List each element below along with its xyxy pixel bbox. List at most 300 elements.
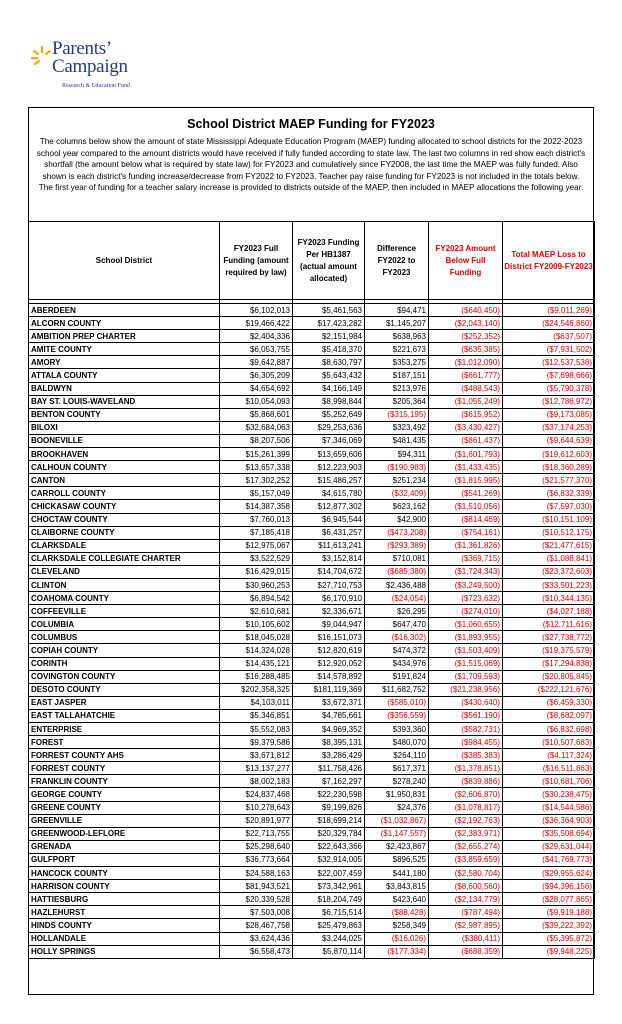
- table-row: [29, 867, 595, 880]
- table-row: [29, 932, 595, 945]
- amount-cell: ($14,544,586): [503, 801, 595, 814]
- amount-cell: ($541,269): [429, 487, 503, 500]
- district-name-cell: CHOCTAW COUNTY: [29, 513, 220, 526]
- district-name-cell: GREENE COUNTY: [29, 801, 220, 814]
- district-name-cell: HOLLY SPRINGS: [29, 945, 220, 958]
- amount-cell: $13,137,277: [220, 762, 293, 775]
- amount-cell: ($88,428): [365, 906, 429, 919]
- amount-cell: $16,429,015: [220, 565, 293, 578]
- amount-cell: ($1,378,851): [429, 762, 503, 775]
- column-header: Difference FY2022 to FY2023: [365, 222, 429, 300]
- amount-cell: $1,950,831: [365, 788, 429, 801]
- amount-cell: $6,945,544: [293, 513, 365, 526]
- district-name-cell: ATTALA COUNTY: [29, 369, 220, 382]
- amount-cell: $896,525: [365, 853, 429, 866]
- amount-cell: $441,180: [365, 867, 429, 880]
- amount-cell: ($582,731): [429, 723, 503, 736]
- amount-cell: $474,372: [365, 644, 429, 657]
- amount-cell: $18,204,749: [293, 893, 365, 906]
- amount-cell: $30,960,253: [220, 578, 293, 591]
- table-row: [29, 552, 595, 565]
- table-header-row: [29, 222, 595, 300]
- amount-cell: $423,640: [365, 893, 429, 906]
- amount-cell: ($17,294,838): [503, 657, 595, 670]
- amount-cell: $191,824: [365, 670, 429, 683]
- logo-tagline: Research & Education Fund: [62, 83, 130, 89]
- amount-cell: $2,436,488: [365, 578, 429, 591]
- amount-cell: ($814,469): [429, 513, 503, 526]
- amount-cell: ($21,577,370): [503, 474, 595, 487]
- district-name-cell: FRANKLIN COUNTY: [29, 775, 220, 788]
- amount-cell: $13,657,338: [220, 461, 293, 474]
- amount-cell: $710,081: [365, 552, 429, 565]
- district-name-cell: HARRISON COUNTY: [29, 880, 220, 893]
- amount-cell: $24,588,163: [220, 867, 293, 880]
- amount-cell: $4,103,011: [220, 696, 293, 709]
- amount-cell: $94,311: [365, 448, 429, 461]
- amount-cell: $5,346,851: [220, 709, 293, 722]
- amount-cell: $11,758,426: [293, 762, 365, 775]
- amount-cell: $15,486,257: [293, 474, 365, 487]
- table-row: [29, 526, 595, 539]
- amount-cell: ($10,681,706): [503, 775, 595, 788]
- amount-cell: $15,261,399: [220, 448, 293, 461]
- amount-cell: ($8,600,560): [429, 880, 503, 893]
- amount-cell: $434,976: [365, 657, 429, 670]
- amount-cell: $20,329,784: [293, 827, 365, 840]
- district-name-cell: CORINTH: [29, 657, 220, 670]
- amount-cell: ($640,450): [429, 304, 503, 317]
- amount-cell: ($41,769,773): [503, 853, 595, 866]
- amount-cell: ($473,208): [365, 526, 429, 539]
- amount-cell: $10,278,643: [220, 801, 293, 814]
- amount-cell: $6,170,910: [293, 592, 365, 605]
- table-row: [29, 631, 595, 644]
- table-row: [29, 487, 595, 500]
- amount-cell: $3,286,429: [293, 749, 365, 762]
- amount-cell: ($1,088,841): [503, 552, 595, 565]
- amount-cell: ($222,121,676): [503, 683, 595, 696]
- amount-cell: ($1,012,090): [429, 356, 503, 369]
- amount-cell: $14,704,672: [293, 565, 365, 578]
- district-name-cell: COVINGTON COUNTY: [29, 670, 220, 683]
- parents-campaign-logo: [30, 38, 160, 94]
- amount-cell: $647,470: [365, 618, 429, 631]
- amount-cell: $24,837,468: [220, 788, 293, 801]
- amount-cell: ($6,832,339): [503, 487, 595, 500]
- amount-cell: $10,105,602: [220, 618, 293, 631]
- table-row: [29, 683, 595, 696]
- district-name-cell: HOLLANDALE: [29, 932, 220, 945]
- amount-cell: ($29,955,624): [503, 867, 595, 880]
- district-name-cell: ABERDEEN: [29, 304, 220, 317]
- district-name-cell: ALCORN COUNTY: [29, 317, 220, 330]
- amount-cell: $29,253,636: [293, 421, 365, 434]
- amount-cell: ($688,359): [429, 945, 503, 958]
- amount-cell: ($6,832,698): [503, 723, 595, 736]
- amount-cell: ($39,222,392): [503, 919, 595, 932]
- district-name-cell: HINDS COUNTY: [29, 919, 220, 932]
- amount-cell: ($33,501,223): [503, 578, 595, 591]
- amount-cell: $9,199,826: [293, 801, 365, 814]
- table-row: [29, 762, 595, 775]
- amount-cell: $3,624,436: [220, 932, 293, 945]
- amount-cell: ($1,361,826): [429, 539, 503, 552]
- amount-cell: ($661,777): [429, 369, 503, 382]
- amount-cell: $7,346,069: [293, 434, 365, 447]
- amount-cell: $11,682,752: [365, 683, 429, 696]
- district-name-cell: GRENADA: [29, 840, 220, 853]
- amount-cell: ($18,360,289): [503, 461, 595, 474]
- table-row: [29, 670, 595, 683]
- amount-cell: $623,162: [365, 500, 429, 513]
- table-row: [29, 814, 595, 827]
- amount-cell: ($32,409): [365, 487, 429, 500]
- amount-cell: ($2,655,274): [429, 840, 503, 853]
- amount-cell: $617,371: [365, 762, 429, 775]
- district-name-cell: CLINTON: [29, 578, 220, 591]
- amount-cell: ($1,515,069): [429, 657, 503, 670]
- amount-cell: $9,642,887: [220, 356, 293, 369]
- amount-cell: ($754,161): [429, 526, 503, 539]
- amount-cell: ($35,508,694): [503, 827, 595, 840]
- amount-cell: $14,435,121: [220, 657, 293, 670]
- intro-paragraph: The columns below show the amount of state Mississippi Adequate Education Program (MAEP) funding allocated to school districts for the 2022-2023 school year compared to the amount districts would have received if fully funded according to state law. The last two columns in red show each district's shortfall (the amount below what is required by state law) for FY2023 and cumulatively since FY2008, the last time the MAEP was fully funded. Also shown is each district's funding increase/decrease from FY2022 to FY2023. Teacher pay raise funding for FY2023 is not included in the totals below. The first year of funding for a teacher salary increase is provided to districts outside of the MAEP, then included in MAEP allocations the following year.: [36, 137, 586, 193]
- amount-cell: $5,418,370: [293, 343, 365, 356]
- table-row: [29, 749, 595, 762]
- table-row: [29, 565, 595, 578]
- amount-cell: $4,654,692: [220, 382, 293, 395]
- amount-cell: ($2,383,971): [429, 827, 503, 840]
- table-row: [29, 317, 595, 330]
- table-row: [29, 709, 595, 722]
- amount-cell: ($315,195): [365, 408, 429, 421]
- amount-cell: $3,672,371: [293, 696, 365, 709]
- district-name-cell: EAST TALLAHATCHIE: [29, 709, 220, 722]
- amount-cell: $480,070: [365, 736, 429, 749]
- table-row: [29, 853, 595, 866]
- amount-cell: ($380,411): [429, 932, 503, 945]
- table-row: [29, 801, 595, 814]
- table-row: [29, 369, 595, 382]
- amount-cell: $481,435: [365, 434, 429, 447]
- amount-cell: $5,461,563: [293, 304, 365, 317]
- district-name-cell: HAZLEHURST: [29, 906, 220, 919]
- amount-cell: $18,699,214: [293, 814, 365, 827]
- amount-cell: $17,302,252: [220, 474, 293, 487]
- amount-cell: $19,466,422: [220, 317, 293, 330]
- table-row: [29, 408, 595, 421]
- amount-cell: ($1,078,817): [429, 801, 503, 814]
- table-row: [29, 696, 595, 709]
- amount-cell: ($7,698,666): [503, 369, 595, 382]
- amount-cell: $12,975,067: [220, 539, 293, 552]
- amount-cell: ($10,151,109): [503, 513, 595, 526]
- amount-cell: $323,492: [365, 421, 429, 434]
- logo-line-2: Campaign: [52, 56, 128, 77]
- amount-cell: $7,162,297: [293, 775, 365, 788]
- amount-cell: ($19,612,603): [503, 448, 595, 461]
- district-name-cell: BOONEVILLE: [29, 434, 220, 447]
- table-row: [29, 906, 595, 919]
- amount-cell: $11,613,241: [293, 539, 365, 552]
- amount-cell: $12,877,302: [293, 500, 365, 513]
- amount-cell: $6,102,013: [220, 304, 293, 317]
- amount-cell: ($9,173,085): [503, 408, 595, 421]
- district-name-cell: CLAIBORNE COUNTY: [29, 526, 220, 539]
- amount-cell: $181,119,369: [293, 683, 365, 696]
- amount-cell: ($21,238,956): [429, 683, 503, 696]
- district-name-cell: FORREST COUNTY AHS: [29, 749, 220, 762]
- amount-cell: $22,643,366: [293, 840, 365, 853]
- amount-cell: $187,151: [365, 369, 429, 382]
- amount-cell: ($2,043,140): [429, 317, 503, 330]
- table-row: [29, 448, 595, 461]
- amount-cell: $202,358,325: [220, 683, 293, 696]
- amount-cell: ($1,601,793): [429, 448, 503, 461]
- table-row: [29, 578, 595, 591]
- amount-cell: $6,305,209: [220, 369, 293, 382]
- amount-cell: ($1,893,955): [429, 631, 503, 644]
- district-name-cell: GREENVILLE: [29, 814, 220, 827]
- amount-cell: $14,387,358: [220, 500, 293, 513]
- amount-cell: ($615,952): [429, 408, 503, 421]
- table-row: [29, 605, 595, 618]
- amount-cell: $32,684,063: [220, 421, 293, 434]
- district-name-cell: BENTON COUNTY: [29, 408, 220, 421]
- amount-cell: ($2,192,763): [429, 814, 503, 827]
- amount-cell: $2,423,867: [365, 840, 429, 853]
- amount-cell: $2,610,681: [220, 605, 293, 618]
- amount-cell: $20,339,528: [220, 893, 293, 906]
- amount-cell: $264,110: [365, 749, 429, 762]
- amount-cell: $5,252,649: [293, 408, 365, 421]
- amount-cell: ($8,682,097): [503, 709, 595, 722]
- table-row: [29, 788, 595, 801]
- amount-cell: $278,240: [365, 775, 429, 788]
- amount-cell: $12,920,052: [293, 657, 365, 670]
- amount-cell: ($293,389): [365, 539, 429, 552]
- amount-cell: ($252,352): [429, 330, 503, 343]
- amount-cell: $24,376: [365, 801, 429, 814]
- amount-cell: $12,820,619: [293, 644, 365, 657]
- amount-cell: ($6,459,330): [503, 696, 595, 709]
- table-row: [29, 513, 595, 526]
- table-row: [29, 434, 595, 447]
- amount-cell: ($723,632): [429, 592, 503, 605]
- amount-cell: ($190,983): [365, 461, 429, 474]
- district-name-cell: AMORY: [29, 356, 220, 369]
- amount-cell: ($9,644,639): [503, 434, 595, 447]
- amount-cell: ($1,815,995): [429, 474, 503, 487]
- table-row: [29, 395, 595, 408]
- table-row: [29, 945, 595, 958]
- amount-cell: $251,234: [365, 474, 429, 487]
- district-name-cell: HATTIESBURG: [29, 893, 220, 906]
- amount-cell: ($839,886): [429, 775, 503, 788]
- amount-cell: $638,963: [365, 330, 429, 343]
- table-row: [29, 500, 595, 513]
- amount-cell: $213,976: [365, 382, 429, 395]
- amount-cell: $14,578,892: [293, 670, 365, 683]
- amount-cell: $7,760,013: [220, 513, 293, 526]
- amount-cell: $3,522,529: [220, 552, 293, 565]
- logo-line-1: Parents’: [52, 38, 112, 59]
- amount-cell: $22,230,598: [293, 788, 365, 801]
- amount-cell: ($861,437): [429, 434, 503, 447]
- amount-cell: $22,007,459: [293, 867, 365, 880]
- district-name-cell: BROOKHAVEN: [29, 448, 220, 461]
- table-row: [29, 474, 595, 487]
- table-row: [29, 421, 595, 434]
- table-row: [29, 919, 595, 932]
- amount-cell: $17,423,282: [293, 317, 365, 330]
- amount-cell: ($21,477,615): [503, 539, 595, 552]
- amount-cell: $8,002,183: [220, 775, 293, 788]
- amount-cell: $81,943,521: [220, 880, 293, 893]
- amount-cell: ($585,010): [365, 696, 429, 709]
- amount-cell: ($787,494): [429, 906, 503, 919]
- district-name-cell: FORREST COUNTY: [29, 762, 220, 775]
- amount-cell: $18,045,028: [220, 631, 293, 644]
- amount-cell: ($356,559): [365, 709, 429, 722]
- table-row: [29, 723, 595, 736]
- amount-cell: $36,773,664: [220, 853, 293, 866]
- amount-cell: $2,336,671: [293, 605, 365, 618]
- district-name-cell: CARROLL COUNTY: [29, 487, 220, 500]
- district-name-cell: GEORGE COUNTY: [29, 788, 220, 801]
- district-name-cell: AMITE COUNTY: [29, 343, 220, 356]
- amount-cell: $5,870,114: [293, 945, 365, 958]
- amount-cell: $2,404,336: [220, 330, 293, 343]
- amount-cell: ($4,027,188): [503, 605, 595, 618]
- amount-cell: $1,145,207: [365, 317, 429, 330]
- amount-cell: ($3,249,500): [429, 578, 503, 591]
- table-row: [29, 356, 595, 369]
- amount-cell: ($1,709,593): [429, 670, 503, 683]
- column-header: FY2023 Full Funding (amount required by law): [220, 222, 293, 300]
- amount-cell: $22,713,755: [220, 827, 293, 840]
- column-header: Total MAEP Loss to District FY2009-FY2023: [503, 222, 595, 300]
- amount-cell: $8,207,506: [220, 434, 293, 447]
- amount-cell: $353,275: [365, 356, 429, 369]
- amount-cell: ($1,147,557): [365, 827, 429, 840]
- amount-cell: ($635,385): [429, 343, 503, 356]
- district-name-cell: DESOTO COUNTY: [29, 683, 220, 696]
- amount-cell: $205,364: [365, 395, 429, 408]
- amount-cell: ($29,631,044): [503, 840, 595, 853]
- amount-cell: $8,630,797: [293, 356, 365, 369]
- table-row: [29, 382, 595, 395]
- table-row: [29, 539, 595, 552]
- amount-cell: $4,785,661: [293, 709, 365, 722]
- amount-cell: ($4,117,324): [503, 749, 595, 762]
- amount-cell: ($19,375,579): [503, 644, 595, 657]
- amount-cell: ($2,987,895): [429, 919, 503, 932]
- amount-cell: $6,431,257: [293, 526, 365, 539]
- funding-table: [28, 221, 595, 959]
- amount-cell: $3,152,814: [293, 552, 365, 565]
- district-name-cell: COFFEEVILLE: [29, 605, 220, 618]
- amount-cell: $73,342,961: [293, 880, 365, 893]
- amount-cell: $5,552,083: [220, 723, 293, 736]
- amount-cell: ($12,786,972): [503, 395, 595, 408]
- amount-cell: $393,360: [365, 723, 429, 736]
- amount-cell: ($10,507,683): [503, 736, 595, 749]
- amount-cell: ($3,859,659): [429, 853, 503, 866]
- amount-cell: $3,671,812: [220, 749, 293, 762]
- amount-cell: $6,558,473: [220, 945, 293, 958]
- amount-cell: ($561,190): [429, 709, 503, 722]
- amount-cell: ($685,380): [365, 565, 429, 578]
- amount-cell: $25,298,640: [220, 840, 293, 853]
- amount-cell: ($5,395,872): [503, 932, 595, 945]
- amount-cell: $4,969,352: [293, 723, 365, 736]
- amount-cell: $28,467,758: [220, 919, 293, 932]
- amount-cell: ($177,334): [365, 945, 429, 958]
- amount-cell: ($23,372,603): [503, 565, 595, 578]
- amount-cell: ($9,948,225): [503, 945, 595, 958]
- amount-cell: $6,715,514: [293, 906, 365, 919]
- district-name-cell: COLUMBIA: [29, 618, 220, 631]
- table-row: [29, 461, 595, 474]
- table-row: [29, 840, 595, 853]
- amount-cell: $2,151,984: [293, 330, 365, 343]
- amount-cell: $14,324,028: [220, 644, 293, 657]
- district-name-cell: COLUMBUS: [29, 631, 220, 644]
- amount-cell: $6,053,755: [220, 343, 293, 356]
- table-row: [29, 827, 595, 840]
- amount-cell: ($7,597,030): [503, 500, 595, 513]
- amount-cell: ($2,134,779): [429, 893, 503, 906]
- amount-cell: $7,185,418: [220, 526, 293, 539]
- column-header: FY2023 Funding Per HB1387 (actual amount allocated): [293, 222, 365, 300]
- amount-cell: $25,479,863: [293, 919, 365, 932]
- table-row: [29, 644, 595, 657]
- amount-cell: ($2,606,870): [429, 788, 503, 801]
- amount-cell: ($24,546,860): [503, 317, 595, 330]
- amount-cell: $94,471: [365, 304, 429, 317]
- amount-cell: $221,673: [365, 343, 429, 356]
- table-row: [29, 880, 595, 893]
- district-name-cell: CANTON: [29, 474, 220, 487]
- amount-cell: $5,643,432: [293, 369, 365, 382]
- district-name-cell: CHICKASAW COUNTY: [29, 500, 220, 513]
- amount-cell: ($94,396,156): [503, 880, 595, 893]
- district-name-cell: CALHOUN COUNTY: [29, 461, 220, 474]
- table-row: [29, 893, 595, 906]
- amount-cell: $9,044,947: [293, 618, 365, 631]
- table-row: [29, 343, 595, 356]
- district-name-cell: GREENWOOD-LEFLORE: [29, 827, 220, 840]
- column-header: School District: [29, 222, 220, 300]
- amount-cell: $42,900: [365, 513, 429, 526]
- district-name-cell: CLARKSDALE: [29, 539, 220, 552]
- amount-cell: ($28,077,865): [503, 893, 595, 906]
- amount-cell: $20,891,977: [220, 814, 293, 827]
- amount-cell: ($30,238,475): [503, 788, 595, 801]
- table-row: [29, 775, 595, 788]
- amount-cell: ($27,738,772): [503, 631, 595, 644]
- amount-cell: ($1,724,343): [429, 565, 503, 578]
- amount-cell: ($9,011,269): [503, 304, 595, 317]
- amount-cell: $6,894,542: [220, 592, 293, 605]
- table-row: [29, 657, 595, 670]
- amount-cell: ($2,580,704): [429, 867, 503, 880]
- district-name-cell: HANCOCK COUNTY: [29, 867, 220, 880]
- district-name-cell: BAY ST. LOUIS-WAVELAND: [29, 395, 220, 408]
- amount-cell: ($1,510,056): [429, 500, 503, 513]
